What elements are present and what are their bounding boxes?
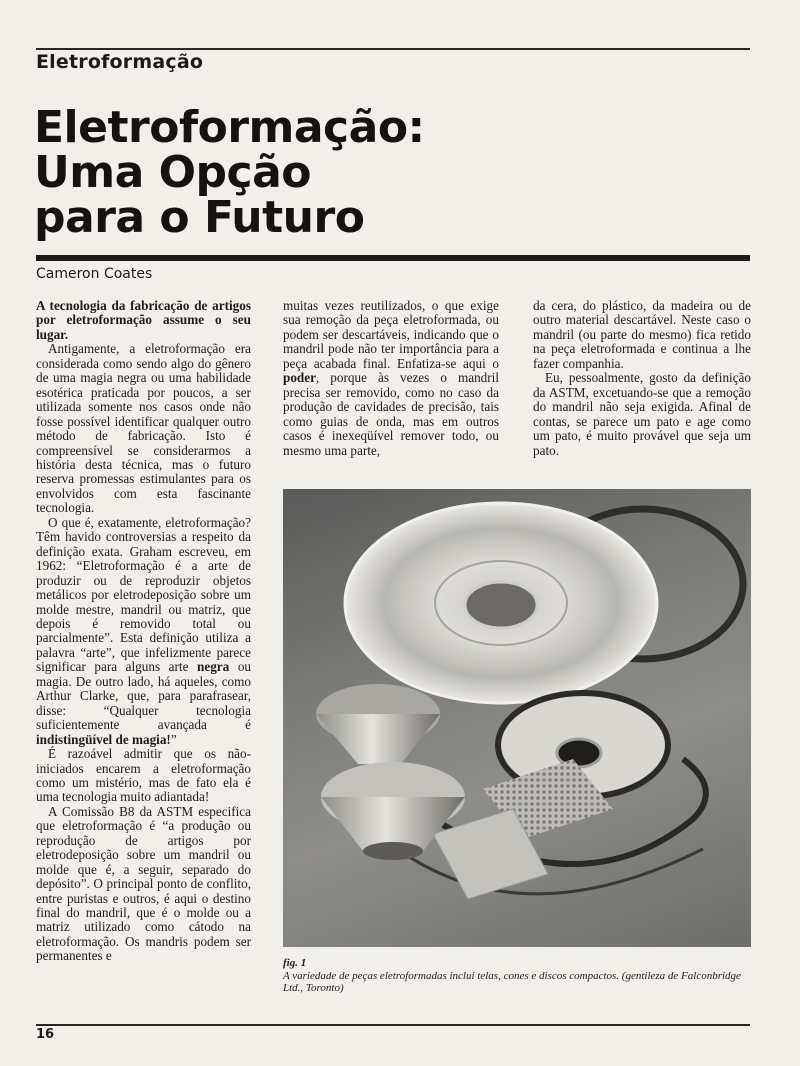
- section-label: Eletroformação: [36, 51, 204, 73]
- paragraph: Antigamente, a eletroformação era considerada como sendo algo do gênero de uma magia negra ou uma habilidade esotérica praticada por poucos, a ser utilizada somente nos casos onde não fosse possível identificar qualquer outro método de fabricação. Isto é compreensível se considerarmos a história desta técnica, mas o futuro reserva promessas estimulantes para os envolvidos com esta fascinante tecnologia.: [36, 341, 251, 516]
- paragraph: [283, 299, 499, 458]
- figure-photo: [283, 489, 751, 947]
- text-run: ou magia. De outro lado, há aqueles, como Arthur Clarke, que, para parafrasear, disse: “Qualquer tecnologia suficientemente avançada é: [36, 659, 251, 733]
- paragraph: [36, 516, 251, 747]
- cone-base: [363, 842, 423, 860]
- cone-upper: [316, 714, 440, 764]
- paragraph: Eu, pessoalmente, gosto da definição da ASTM, excetuando-se que a remoção do mandril não seja exigida. Afinal de contas, se parece um pato e age como um pato, é muito provável que seja um pato.: [533, 370, 751, 458]
- header-rule: [36, 48, 750, 50]
- article-title: [34, 102, 754, 243]
- footer-rule: [36, 1024, 750, 1026]
- electroformed-parts-photo: [283, 489, 751, 947]
- bold-text: indistingüível de magia!: [36, 731, 171, 747]
- text-run: ”: [170, 731, 177, 747]
- text-column-1: [36, 299, 251, 999]
- figure-label: fig. 1: [283, 957, 307, 969]
- disc-hole: [465, 582, 537, 628]
- title-line-2: Uma Opção: [34, 147, 311, 198]
- paragraph: da cera, do plástico, da madeira ou de outro material descartável. Neste caso o mandril (ou parte do mesmo) fica retido na peça eletroformada e continua a lhe fazer companhia.: [533, 299, 751, 371]
- title-line-1: Eletroformação:: [34, 102, 425, 153]
- figure-caption: [283, 957, 751, 995]
- paragraph: A Comissão B8 da ASTM especifica que eletroformação é “a produção ou reprodução de artigos por eletrodeposição sobre um mandril ou molde que é, a seguir, separado do depósito”. O principal ponto de conflito, entre puristas e outros, é aqui o destino final do mandril, que é o molde ou a matriz utilizado como cátodo na eletroformação. Os mandris podem ser permanentes e: [36, 803, 251, 964]
- author-byline: Cameron Coates: [36, 266, 153, 282]
- paragraph: É razoável admitir que os não-iniciados encarem a eletroformação como um mistério, mas de fato ela é uma tecnologia muito adiantada!: [36, 746, 251, 805]
- title-rule: [36, 255, 750, 261]
- text-run: O que é, exatamente, eletroformação? Têm havido controversias a respeito da definição exata. Graham escreveu, em 1962: “Eletroformação é a arte de produzir ou de reproduzir objetos metálicos por eletrodeposição sobre um molde mestre, mandril ou matriz, que depois é removido total ou parcialmente”. Esta definição utiliza a palavra “arte”, que infelizmente parece significar para alguns arte: [36, 514, 251, 675]
- text-run: , porque às vezes o mandril precisa ser removido, como no caso da produção de cavidades de precisão, tais como guias de onda, mas em outros casos é inexeqüível remover todo, ou mesmo uma parte,: [283, 370, 499, 458]
- text-run: muitas vezes reutilizados, o que exige sua remoção da peça eletroformada, ou podem ser descartáveis, indicando que o mandril pode não ter importância para a peça acabada final. Enfatiza-se aqui o: [283, 299, 499, 371]
- bold-text: poder: [283, 370, 316, 386]
- title-line-3: para o Futuro: [34, 192, 365, 243]
- text-column-2: [283, 299, 499, 489]
- text-column-3: [533, 299, 751, 489]
- bold-text: negra: [197, 659, 230, 675]
- lead-paragraph: A tecnologia da fabricação de artigos por eletroformação assume o seu lugar.: [36, 299, 251, 342]
- page-number: 16: [36, 1027, 55, 1042]
- figure-caption-text: A variedade de peças eletroformadas inclui telas, cones e discos compactos. (gentileza de Falconbridge Ltd., Toronto): [283, 969, 741, 994]
